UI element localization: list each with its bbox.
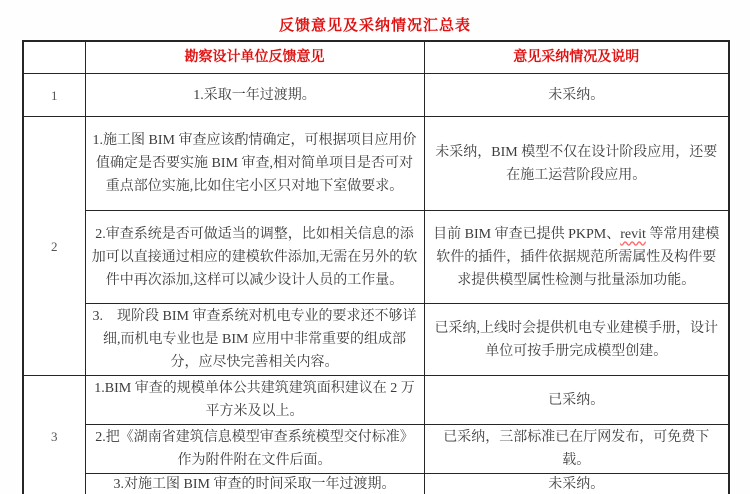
feedback-cell: 2.把《湖南省建筑信息模型审查系统模型交付标准》作为附件附在文件后面。 xyxy=(85,425,424,474)
adoption-cell: 已采纳，三部标准已在厅网发布，可免费下载。 xyxy=(424,425,729,474)
row-number-cell: 3 xyxy=(23,376,85,494)
feedback-cell: 3.对施工图 BIM 审查的时间采取一年过渡期。 xyxy=(85,474,424,494)
header-feedback-cell: 勘察设计单位反馈意见 xyxy=(85,41,424,74)
feedback-cell: 1.采取一年过渡期。 xyxy=(85,74,424,117)
adoption-cell: 未采纳，BIM 模型不仅在设计阶段应用，还要在施工运营阶段应用。 xyxy=(424,117,729,211)
spellcheck-flagged-word: revit xyxy=(620,226,646,242)
header-adoption-cell: 意见采纳情况及说明 xyxy=(424,41,729,74)
feedback-cell: 1.施工图 BIM 审查应该酌情确定，可根据项目应用价值确定是否要实施 BIM 审查,相对简单项目是否可对重点部位实施,比如住宅小区只对地下室做要求。 xyxy=(85,117,424,211)
row-number-cell: 1 xyxy=(23,74,85,117)
header-number-cell xyxy=(23,41,85,74)
table-row xyxy=(23,376,729,425)
adoption-cell xyxy=(424,211,729,304)
table-row xyxy=(23,304,729,376)
adoption-cell: 未采纳。 xyxy=(424,474,729,494)
row-number-cell: 2 xyxy=(23,117,85,376)
adoption-cell: 已采纳。 xyxy=(424,376,729,425)
feedback-cell: 2.审查系统是否可做适当的调整，比如相关信息的添加可以直接通过相应的建模软件添加,无需在另外的软件中再次添加,这样可以减少设计人员的工作量。 xyxy=(85,211,424,304)
feedback-cell: 3. 现阶段 BIM 审查系统对机电专业的要求还不够详细,而机电专业也是 BIM 应用中非常重要的组成部分，应尽快完善相关内容。 xyxy=(85,304,424,376)
adoption-text-pre: 目前 BIM 审查已提供 PKPM、 xyxy=(433,226,621,242)
adoption-text-post: 等常用建模软件的插件，插件依据规范所需属性及构件要求提供模型属性检测与批量添加功能。 xyxy=(436,226,720,288)
feedback-summary-table xyxy=(22,40,730,494)
table-row xyxy=(23,425,729,474)
feedback-cell: 1.BIM 审查的规模单体公共建筑建筑面积建议在 2 万平方米及以上。 xyxy=(85,376,424,425)
table-row xyxy=(23,117,729,211)
table-row xyxy=(23,74,729,117)
table-row xyxy=(23,474,729,494)
adoption-cell: 未采纳。 xyxy=(424,74,729,117)
header-row xyxy=(23,41,729,74)
adoption-cell: 已采纳,上线时会提供机电专业建模手册，设计单位可按手册完成模型创建。 xyxy=(424,304,729,376)
table-row xyxy=(23,211,729,304)
page-title: 反馈意见及采纳情况汇总表 xyxy=(278,18,471,34)
